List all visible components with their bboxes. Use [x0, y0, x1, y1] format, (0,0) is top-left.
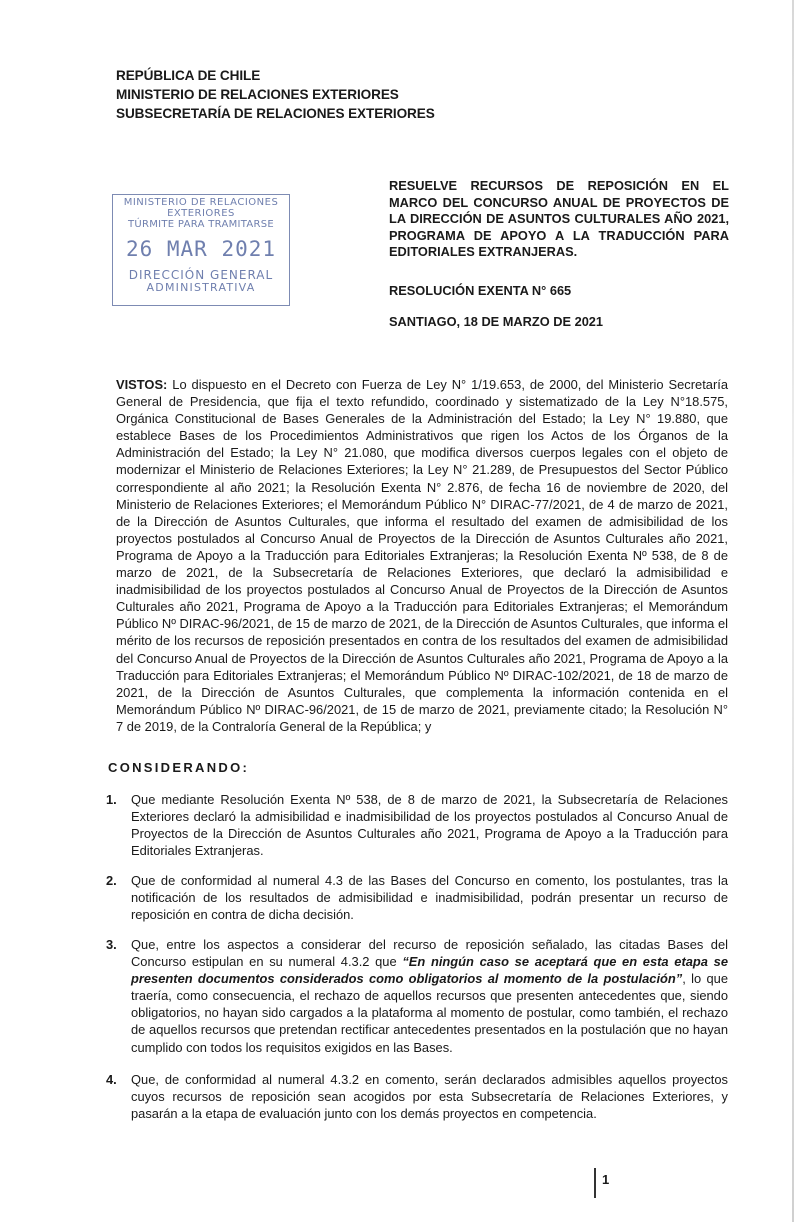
- resolution-number: RESOLUCIÓN EXENTA N° 665: [389, 283, 572, 298]
- stamp-line-direccion: DIRECCIÓN GENERAL: [128, 268, 274, 282]
- reception-stamp: [112, 194, 290, 306]
- item-text: Que de conformidad al numeral 4.3 de las Bases del Concurso en comento, los postulantes, tras la notificación de los resultados de admisibilidad e inadmisibilidad, podrán presentar un recurso de reposición en contra de dicha decisión.: [131, 873, 728, 923]
- item-text-after: , lo que traería, como consecuencia, el rechazo de aquellos recursos que presenten antecedentes que, siendo obligatorios, no hayan sido cargados a la plataforma al momento de postular, como también, el rechazo de aquellos recursos que pretendan rectificar antecedentes presentados en la postulación que no hayan cumplido con todos los requisitos exigidos en las Bases.: [131, 971, 728, 1055]
- stamp-line-ministry: MINISTERIO DE RELACIONES: [123, 197, 279, 208]
- item-text: Que, de conformidad al numeral 4.3.2 en comento, serán declarados admisibles aquellos proyectos cuyos recursos de reposición sean acogidos por esta Subsecretaría de Relaciones Exteriores, y pasarán a la etapa de evaluación junto con los demás proyectos en competencia.: [131, 1072, 728, 1122]
- resolution-date: SANTIAGO, 18 DE MARZO DE 2021: [389, 314, 604, 329]
- considerando-item-3: [106, 936, 728, 1056]
- header-line-ministry: MINISTERIO DE RELACIONES EXTERIORES: [116, 87, 399, 102]
- considerando-item-1: [106, 791, 728, 859]
- vistos-paragraph: [116, 376, 728, 735]
- considerando-heading: CONSIDERANDO:: [108, 760, 250, 775]
- item-number: 2.: [106, 873, 117, 888]
- considerando-item-2: [106, 872, 728, 923]
- header-line-undersecretariat: SUBSECRETARÍA DE RELACIONES EXTERIORES: [116, 106, 435, 121]
- item-number: 1.: [106, 792, 117, 807]
- item-text: [131, 936, 728, 1056]
- vistos-label: VISTOS:: [116, 377, 168, 392]
- issuer-header: [116, 66, 435, 123]
- item-number: 4.: [106, 1072, 117, 1087]
- item-number: 3.: [106, 937, 117, 952]
- item-text: Que mediante Resolución Exenta Nº 538, de 8 de marzo de 2021, la Subsecretaría de Relaciones Exteriores declaró la admisibilidad e inadmisibilidad de los proyectos postulados al Concurso Anual de Proyectos de la Dirección de Asuntos Culturales año 2021, Programa de Apoyo a la Traducción para Editoriales Extranjeras.: [131, 792, 728, 859]
- page-number: 1: [594, 1168, 609, 1198]
- item-text-quote: “En ningún caso se aceptará que en esta etapa se presenten documentos considerados como obligatorios al momento de la postulación”: [131, 954, 728, 987]
- stamp-date: 26 MAR 2021: [125, 237, 277, 261]
- stamp-line-tramite: TÚRMITE PARA TRAMITARSE: [127, 219, 275, 230]
- resolution-title: RESUELVE RECURSOS DE REPOSICIÓN EN EL MARCO DEL CONCURSO ANUAL DE PROYECTOS DE LA DIRECCIÓN DE ASUNTOS CULTURALES AÑO 2021, PROGRAMA DE APOYO A LA TRADUCCIÓN PARA EDITORIALES EXTRANJERAS.: [389, 178, 729, 259]
- vistos-text: Lo dispuesto en el Decreto con Fuerza de Ley N° 1/19.653, de 2000, del Ministerio Secretaría General de Presidencia, que fija el texto refundido, coordinado y sistematizado de la Ley N°18.575, Orgánica Constitucional de Bases Generales de la Administración del Estado; la Ley N° 19.880, que establece Bases de los Procedimientos Administrativos que rigen los Actos de los Órganos de la Administración del Estado; la Ley N° 21.080, que modifica diversos cuerpos legales con el objeto de modernizar el Ministerio de Relaciones Exteriores; la Ley N° 21.289, de Presupuestos del Sector Público correspondiente al año 2021; la Resolución Exenta N° 2.876, de fecha 16 de noviembre de 2020, del Ministerio de Relaciones Exteriores; el Memorándum Público N° DIRAC-77/2021, de 4 de marzo de 2021, de la Dirección de Asuntos Culturales, que informa el resultado del examen de admisibilidad de los proyectos postulados al Concurso Anual de Proyectos de la Dirección de Asuntos Culturales año 2021, Programa de Apoyo a la Traducción para Editoriales Extranjeras; la Resolución Exenta Nº 538, de 8 de marzo de 2021, de la Subsecretaría de Relaciones Exteriores, que declaró la admisibilidad e inadmisibilidad de los proyectos postulados al Concurso Anual de Proyectos de la Dirección de Asuntos Culturales año 2021, Programa de Apoyo a la Traducción para Editoriales Extranjeras; el Memorándum Público Nº DIRAC-96/2021, de 15 de marzo de 2021, de la Dirección de Asuntos Culturales, que informa el mérito de los recursos de reposición presentados en contra de los resultados del examen de admisibilidad del Concurso Anual de Proyectos de la Dirección de Asuntos Culturales año 2021, Programa de Apoyo a la Traducción para Editoriales Extranjeras; el Memorándum Público Nº DIRAC-102/2021, de 18 de marzo de 2021, de la Dirección de Asuntos Culturales, que complementa la información contenida en el Memorándum Público Nº DIRAC-96/2021, de 15 de marzo de 2021, previamente citado; la Resolución N° 7 de 2019, de la Contraloría General de la República; y: [116, 377, 728, 734]
- stamp-line-administrativa: ADMINISTRATIVA: [146, 281, 256, 294]
- header-line-republic: REPÚBLICA DE CHILE: [116, 68, 261, 83]
- considerando-item-4: [106, 1071, 728, 1122]
- stamp-line-exteriores: EXTERIORES: [167, 208, 235, 219]
- page-edge: [792, 0, 794, 1222]
- item-text-before: Que, entre los aspectos a considerar del recurso de reposición señalado, las citadas Bases del Concurso estipulan en su numeral 4.3.2 que: [131, 937, 728, 970]
